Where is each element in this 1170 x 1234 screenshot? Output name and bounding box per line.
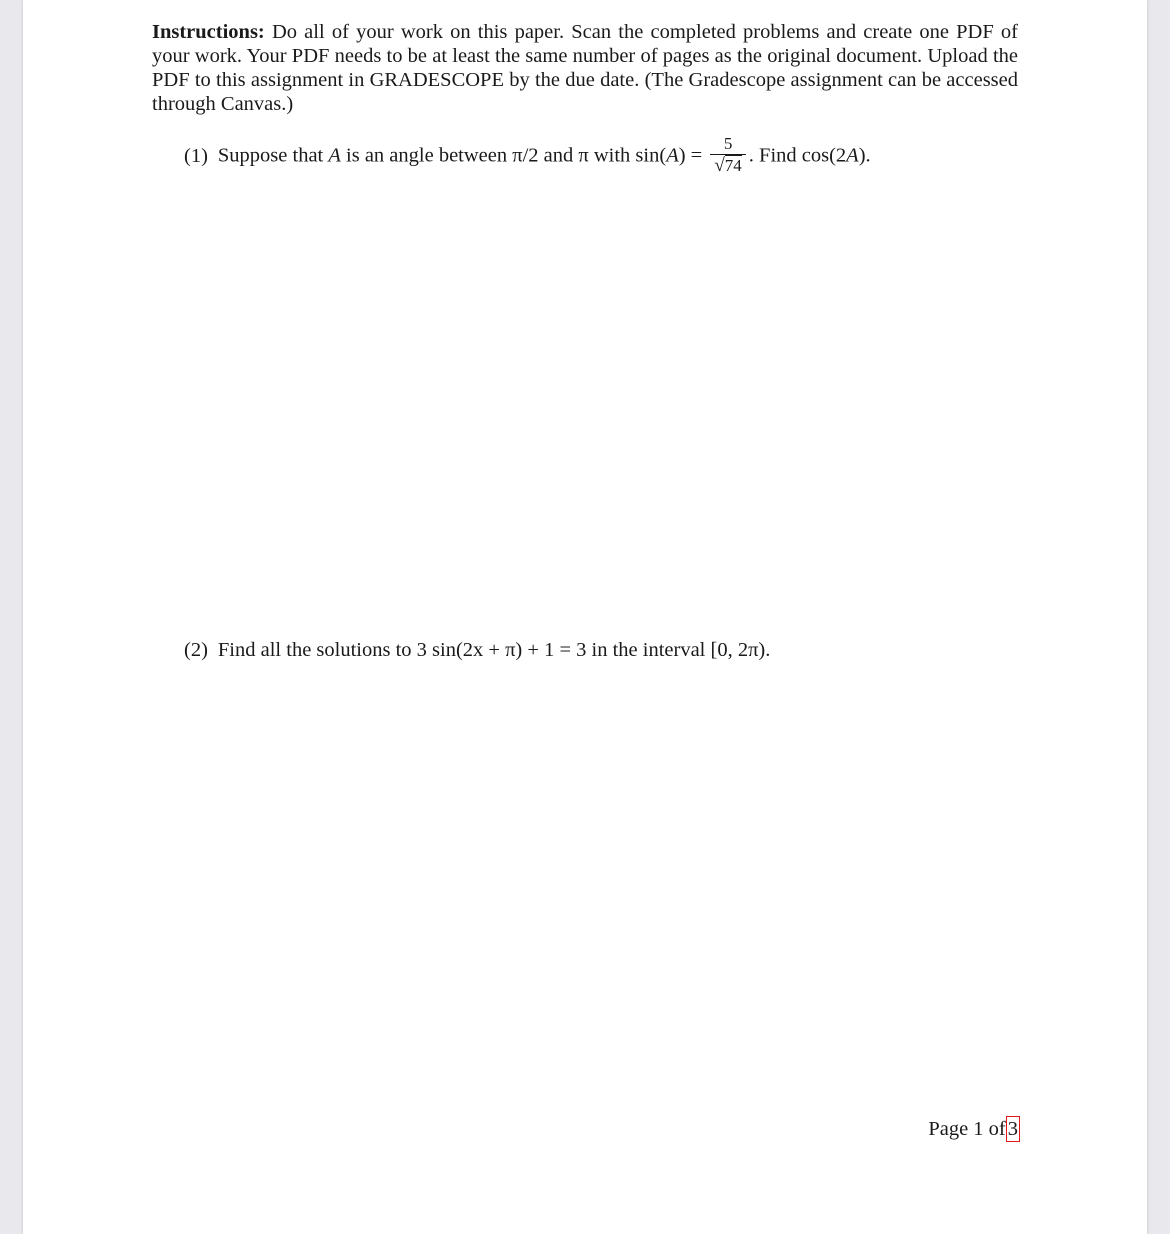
problem-1-var-a-2: A [666, 144, 679, 167]
sqrt-argument: 74 [724, 156, 742, 175]
total-pages-link[interactable]: 3 [1007, 1118, 1018, 1140]
problem-1-number: (1) [184, 144, 208, 167]
problem-2-number: (2) [184, 639, 208, 661]
problem-2-text: Find all the solutions to 3 sin(2x + π) + 1 = 3 in the interval [0, 2π). [217, 639, 771, 661]
instructions-label: Instructions: [152, 21, 265, 43]
sqrt-symbol-icon: √ [714, 155, 725, 176]
fraction-numerator: 5 [723, 134, 733, 153]
fraction-denominator [710, 154, 745, 176]
instructions-paragraph [152, 20, 1018, 116]
problem-1-var-a-3: A [846, 144, 859, 167]
problem-1-text-before: Suppose that [217, 144, 329, 167]
document-page [23, 0, 1147, 1234]
page-footer [928, 1116, 1020, 1142]
page-number-prefix: Page 1 of [928, 1118, 1006, 1140]
problem-1-text-eq: ) = [678, 144, 703, 167]
problem-1 [184, 136, 871, 178]
fraction-5-over-sqrt74 [710, 134, 745, 176]
problem-1-text-mid: is an angle between π/2 and π with sin( [340, 144, 667, 167]
problem-1-text-after: . Find cos(2 [748, 144, 847, 167]
instructions-text: Do all of your work on this paper. Scan the completed problems and create one PDF of your work. Your PDF needs to be at least the same number of pages as the original document. Upload the PDF to this assignment in GRADESCOPE by the due date. (The Gradescope assignment can be accessed through Canvas.) [152, 21, 1018, 115]
problem-1-var-a: A [328, 144, 341, 167]
problem-1-text-end: ). [858, 144, 871, 167]
problem-2 [184, 638, 770, 662]
